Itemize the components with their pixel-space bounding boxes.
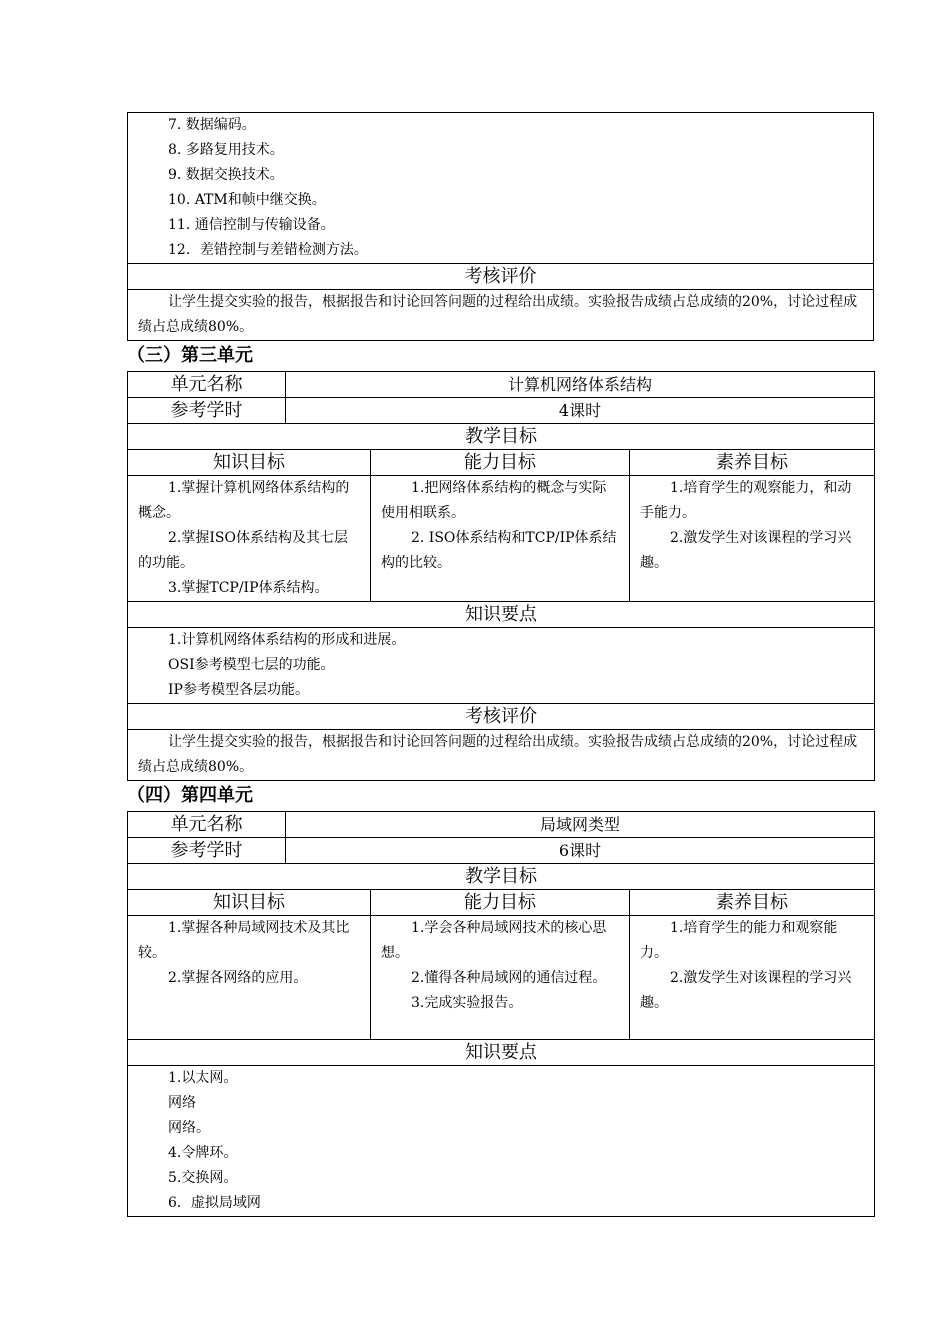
unit-name-value: 局域网类型 [286, 812, 875, 838]
knowledge-points-header: 知识要点 [128, 1040, 875, 1066]
unit3-table [127, 371, 875, 781]
list-item: 11. 通信控制与传输设备。 [168, 217, 335, 233]
list-item: 2.掌握ISO体系结构及其七层的功能。 [138, 530, 348, 571]
unit-name-value: 计算机网络体系结构 [286, 372, 875, 398]
assessment-header: 考核评价 [128, 264, 874, 290]
knowledge-goals-header: 知识目标 [128, 890, 371, 916]
quality-goals-cell [630, 476, 875, 602]
assessment-cell [128, 290, 874, 341]
hours-label: 参考学时 [128, 838, 286, 864]
list-item: 7. 数据编码。 [168, 117, 256, 133]
list-item: 2. ISO体系结构和TCP/IP体系结构的比较。 [381, 530, 617, 571]
list-item: 5.交换网。 [168, 1170, 238, 1186]
hours-label: 参考学时 [128, 398, 286, 424]
knowledge-goals-cell [128, 476, 371, 602]
unit-name-label: 单元名称 [128, 372, 286, 398]
list-item: 1.培育学生的观察能力，和动手能力。 [640, 480, 852, 521]
list-item: 1.掌握计算机网络体系结构的概念。 [138, 480, 350, 521]
assessment-header: 考核评价 [128, 704, 875, 730]
quality-goals-header: 素养目标 [630, 450, 875, 476]
knowledge-points-cell [128, 1066, 875, 1217]
list-item: OSI参考模型七层的功能。 [168, 657, 335, 673]
teaching-goals-header: 教学目标 [128, 424, 875, 450]
unit2-continuation-table [127, 112, 874, 341]
list-item: 1.以太网。 [168, 1070, 238, 1086]
list-item: 1.培育学生的能力和观察能力。 [640, 920, 838, 961]
assessment-text: 让学生提交实验的报告，根据报告和讨论回答问题的过程给出成绩。实验报告成绩占总成绩的20%，讨论过程成绩占总成绩80%。 [138, 734, 858, 775]
list-item: 9. 数据交换技术。 [168, 167, 284, 183]
unit4-table [127, 811, 875, 1217]
list-item: 2.掌握各网络的应用。 [168, 970, 308, 986]
list-item: 3.完成实验报告。 [411, 995, 523, 1011]
knowledge-goals-header: 知识目标 [128, 450, 371, 476]
list-item: 12．差错控制与差错检测方法。 [168, 242, 368, 258]
teaching-goals-header: 教学目标 [128, 864, 875, 890]
knowledge-points-header: 知识要点 [128, 602, 875, 628]
ability-goals-header: 能力目标 [371, 450, 630, 476]
assessment-cell [128, 730, 875, 781]
list-item: IP参考模型各层功能。 [168, 682, 309, 698]
syllabus-page [127, 112, 874, 1217]
knowledge-points-cell [128, 113, 874, 264]
unit3-section-title: （三）第三单元 [127, 345, 253, 366]
list-item: 6．虚拟局域网 [168, 1195, 261, 1211]
list-item: 2.激发学生对该课程的学习兴趣。 [640, 530, 852, 571]
list-item: 2.懂得各种局域网的通信过程。 [411, 970, 607, 986]
list-item: 10. ATM和帧中继交换。 [168, 192, 326, 208]
hours-value: 4课时 [286, 398, 875, 424]
list-item: 1.计算机网络体系结构的形成和进展。 [168, 632, 406, 648]
ability-goals-header: 能力目标 [371, 890, 630, 916]
knowledge-goals-cell [128, 916, 371, 1040]
quality-goals-cell [630, 916, 875, 1040]
knowledge-points-cell [128, 628, 875, 704]
list-item: 2.激发学生对该课程的学习兴趣。 [640, 970, 852, 1011]
assessment-text: 让学生提交实验的报告，根据报告和讨论回答问题的过程给出成绩。实验报告成绩占总成绩的20%，讨论过程成绩占总成绩80%。 [138, 294, 858, 335]
unit-name-label: 单元名称 [128, 812, 286, 838]
unit4-section-title: （四）第四单元 [127, 785, 253, 806]
list-item: 1.把网络体系结构的概念与实际使用相联系。 [381, 480, 607, 521]
hours-value: 6课时 [286, 838, 875, 864]
ability-goals-cell [371, 916, 630, 1040]
ability-goals-cell [371, 476, 630, 602]
list-item: 8. 多路复用技术。 [168, 142, 284, 158]
quality-goals-header: 素养目标 [630, 890, 875, 916]
list-item: 网络 [168, 1095, 196, 1111]
list-item: 网络。 [168, 1120, 210, 1136]
list-item: 1.掌握各种局域网技术及其比较。 [138, 920, 350, 961]
list-item: 4.令牌环。 [168, 1145, 238, 1161]
list-item: 3.掌握TCP/IP体系结构。 [168, 580, 329, 596]
list-item: 1.学会各种局域网技术的核心思想。 [381, 920, 607, 961]
